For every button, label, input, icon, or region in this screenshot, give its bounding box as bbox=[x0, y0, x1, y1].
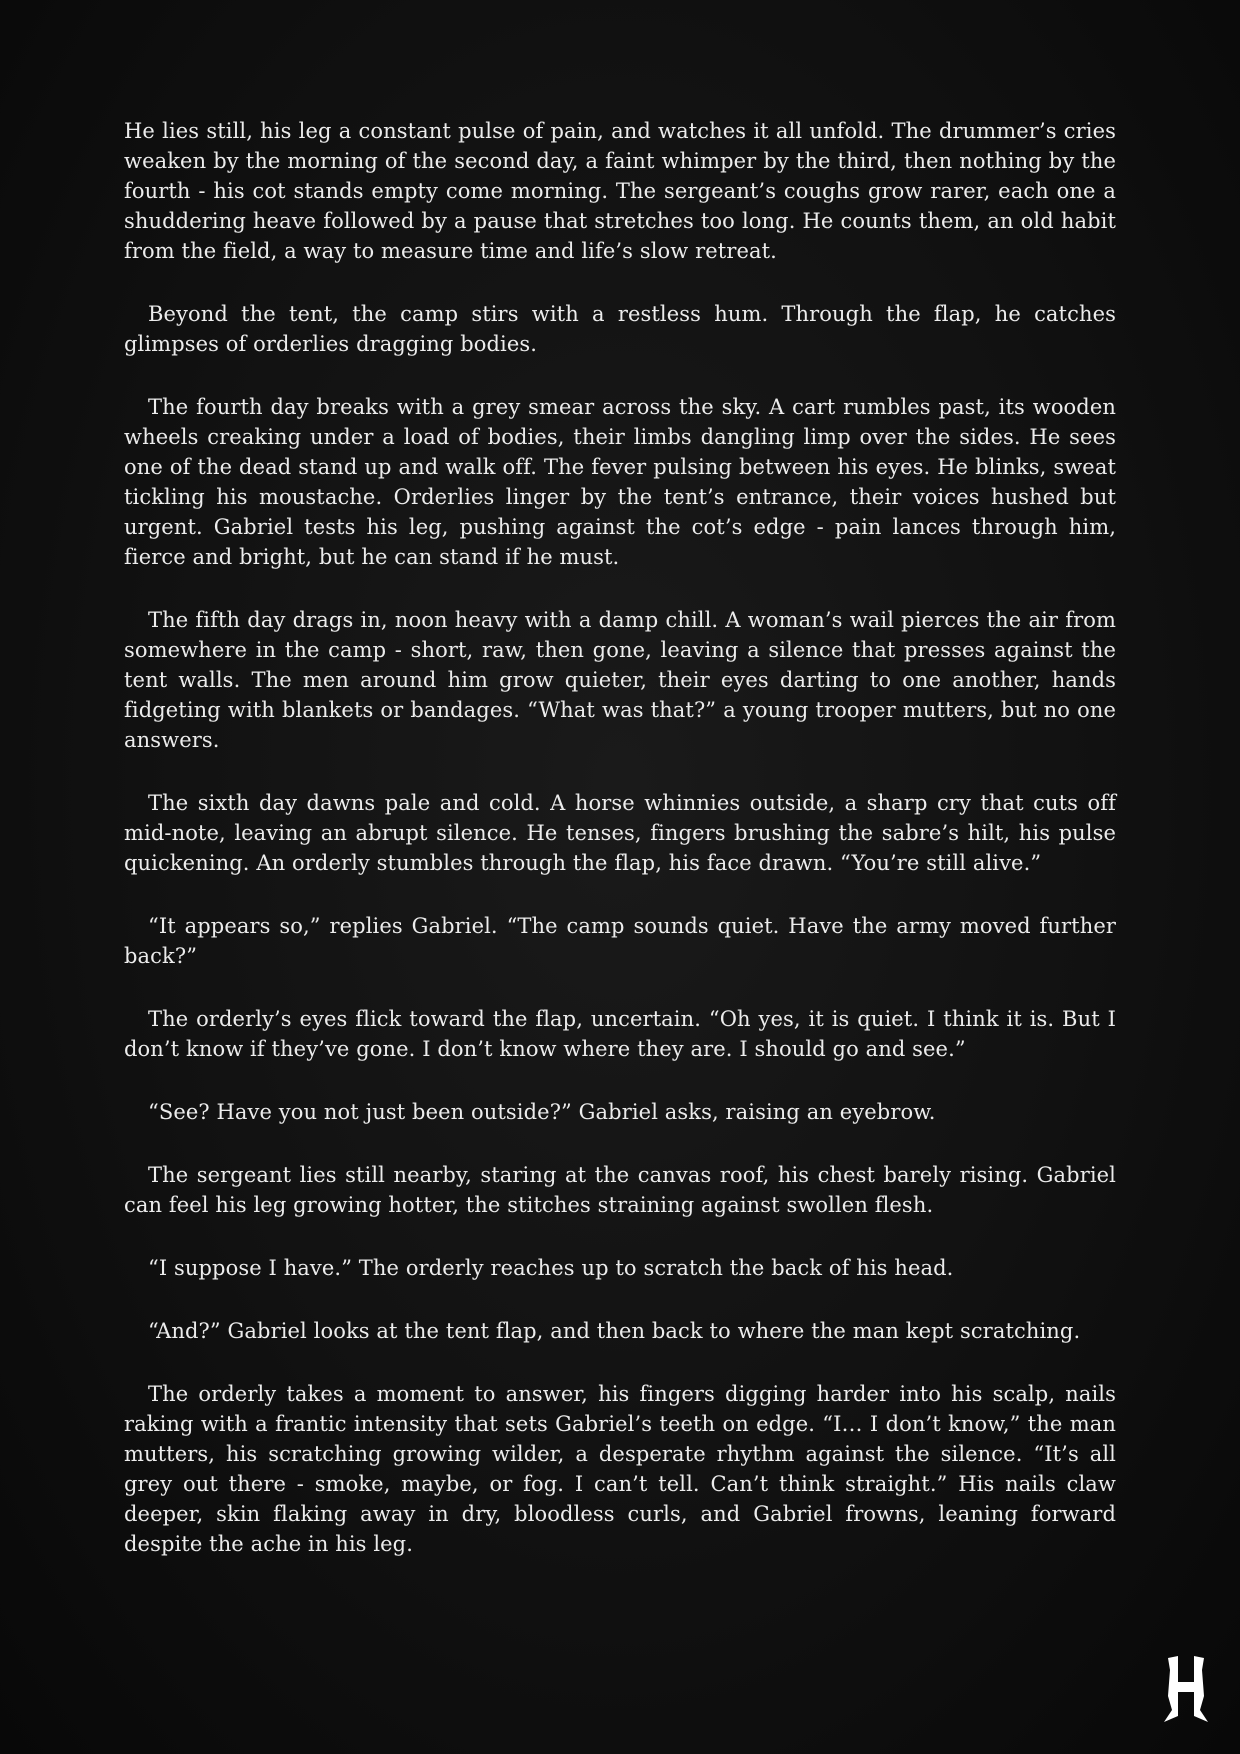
paragraph-10: “I suppose I have.” The orderly reaches up to scratch the back of his head. bbox=[148, 1256, 954, 1280]
paragraph-8: “See? Have you not just been outside?” Gabriel asks, raising an eyebrow. bbox=[148, 1100, 936, 1124]
paragraph-12: The orderly takes a moment to answer, his fingers digging harder into his scalp, nails raking with a frantic intensity that sets Gabriel’s teeth on edge. “I… I don’t know,” the man mutters, his scratching growing wilder, a desperate rhythm against the silence. “It’s all grey out there - smoke, maybe, or fog. I can’t tell. Can’t think straight.” His nails claw deeper, skin flaking away in dry, bloodless curls, and Gabriel frowns, leaning forward despite the ache in his leg. bbox=[124, 1382, 1116, 1556]
paragraph-3: The fourth day breaks with a grey smear across the sky. A cart rumbles past, its wooden wheels creaking under a load of bodies, their limbs dangling limp over the sides. He sees one of the dead stand up and walk off. The fever pulsing between his eyes. He blinks, sweat tickling his moustache. Orderlies linger by the tent’s entrance, their voices hushed but urgent. Gabriel tests his leg, pushing against the cot’s edge - pain lances through him, fierce and bright, but he can stand if he must. bbox=[124, 395, 1116, 569]
paragraph-9: The sergeant lies still nearby, staring at the canvas roof, his chest barely rising. Gabriel can feel his leg growing hotter, the stitches straining against swollen flesh. bbox=[124, 1163, 1116, 1217]
paragraph-5: The sixth day dawns pale and cold. A horse whinnies outside, a sharp cry that cuts off mid-note, leaving an abrupt silence. He tenses, fingers brushing the sabre’s hilt, his pulse quickening. An orderly stumbles through the flap, his face drawn. “You’re still alive.” bbox=[124, 791, 1116, 875]
paragraph-1: He lies still, his leg a constant pulse of pain, and watches it all unfold. The drummer’s cries weaken by the morning of the second day, a faint whimper by the third, then nothing by the fourth - his cot stands empty come morning. The sergeant’s coughs grow rarer, each one a shuddering heave followed by a pause that stretches too long. He counts them, an old habit from the field, a way to measure time and life’s slow retreat. bbox=[124, 119, 1116, 263]
story-page bbox=[124, 116, 1116, 1592]
paragraph-6: “It appears so,” replies Gabriel. “The camp sounds quiet. Have the army moved further back?” bbox=[124, 914, 1116, 968]
h-logo-icon bbox=[1164, 1656, 1208, 1722]
paragraph-7: The orderly’s eyes flick toward the flap, uncertain. “Oh yes, it is quiet. I think it is. But I don’t know if they’ve gone. I don’t know where they are. I should go and see.” bbox=[124, 1007, 1116, 1061]
paragraph-11: “And?” Gabriel looks at the tent flap, and then back to where the man kept scratching. bbox=[148, 1319, 1081, 1343]
paragraph-2: Beyond the tent, the camp stirs with a restless hum. Through the flap, he catches glimpses of orderlies dragging bodies. bbox=[124, 302, 1116, 356]
paragraph-4: The fifth day drags in, noon heavy with a damp chill. A woman’s wail pierces the air from somewhere in the camp - short, raw, then gone, leaving a silence that presses against the tent walls. The men around him grow quieter, their eyes darting to one another, hands fidgeting with blankets or bandages. “What was that?” a young trooper mutters, but no one answers. bbox=[124, 608, 1116, 752]
